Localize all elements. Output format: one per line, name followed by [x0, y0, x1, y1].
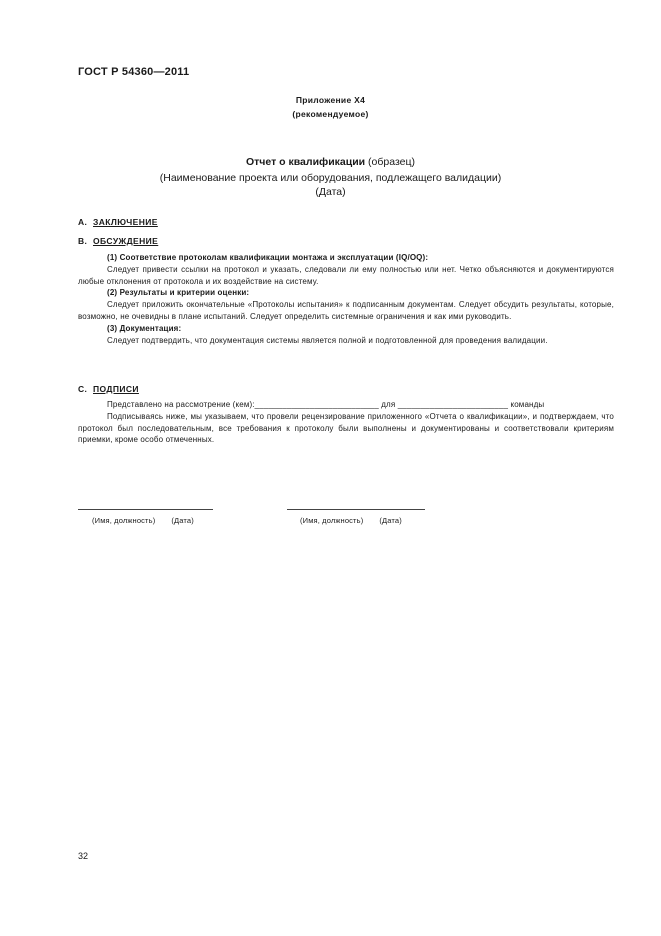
item-3-text: Следует подтвердить, что документация системы является полной и подготовленной для проведения валидации.: [107, 335, 548, 345]
report-project-line: (Наименование проекта или оборудования, подлежащего валидации): [159, 172, 502, 184]
section-c-heading: [78, 384, 139, 394]
item-3-heading: (3) Документация:: [107, 323, 182, 333]
section-c-body: [78, 399, 614, 446]
report-title-rest: (образец): [365, 156, 415, 168]
section-c-name: ПОДПИСИ: [93, 384, 139, 394]
report-date-line: (Дата): [315, 186, 346, 198]
page-number: 32: [78, 851, 89, 861]
item-1-text: Следует привести ссылки на протокол и указать, следовали ли ему полностью или нет. Четко объясняются и документируются любые отклонения от протокола и их воздействие на систему.: [78, 264, 614, 286]
signing-statement: Подписываясь ниже, мы указываем, что провели рецензирование приложенного «Отчета о квалификации», и подтверждаем, что протокол был последовательным, все требования к протоколу были выполнены и документированы и соответствовали критериям приемки, кроме особо отмеченных.: [78, 411, 614, 445]
section-a-letter: А.: [78, 217, 88, 227]
signature-1-date-label: (Дата): [171, 516, 194, 525]
appendix-title: Приложение X4: [295, 95, 366, 105]
item-1-heading: (1) Соответствие протоколам квалификации монтажа и эксплуатации (IQ/OQ):: [107, 253, 429, 262]
signature-line-1: [78, 509, 213, 510]
signature-block-1: [78, 509, 213, 525]
section-c-letter: С.: [78, 384, 88, 394]
signature-1-role-label: (Имя, должность): [92, 516, 156, 525]
document-code: ГОСТ Р 54360—2011: [78, 66, 190, 78]
item-2-text: Следует приложить окончательные «Протоколы испытания» к подписанным документам. Следует обсудить результаты, которые, возможно, не очевидны в плане испытаний. Следует определить системные ограничения и как ими руководить.: [78, 300, 614, 321]
appendix-subtitle: (рекомендуемое): [292, 109, 369, 119]
report-title: [0, 156, 661, 168]
section-b-name: ОБСУЖДЕНИЕ: [93, 236, 159, 246]
section-b-letter: В.: [78, 236, 88, 246]
signature-block-2: [287, 509, 425, 525]
section-b-heading: [78, 236, 158, 246]
signature-line-2: [287, 509, 425, 510]
report-title-bold: Отчет о квалификации: [245, 156, 366, 168]
submitted-line: Представлено на рассмотрение (кем):___________________________ для ________________________ команды: [107, 400, 545, 409]
item-2-heading: (2) Результаты и критерии оценки:: [107, 288, 250, 298]
section-b-body: [78, 252, 614, 346]
section-a-name: ЗАКЛЮЧЕНИЕ: [93, 217, 158, 227]
signature-2-role-label: (Имя, должность): [300, 516, 364, 525]
section-a-heading: [78, 217, 158, 227]
signature-2-date-label: (Дата): [379, 516, 402, 525]
